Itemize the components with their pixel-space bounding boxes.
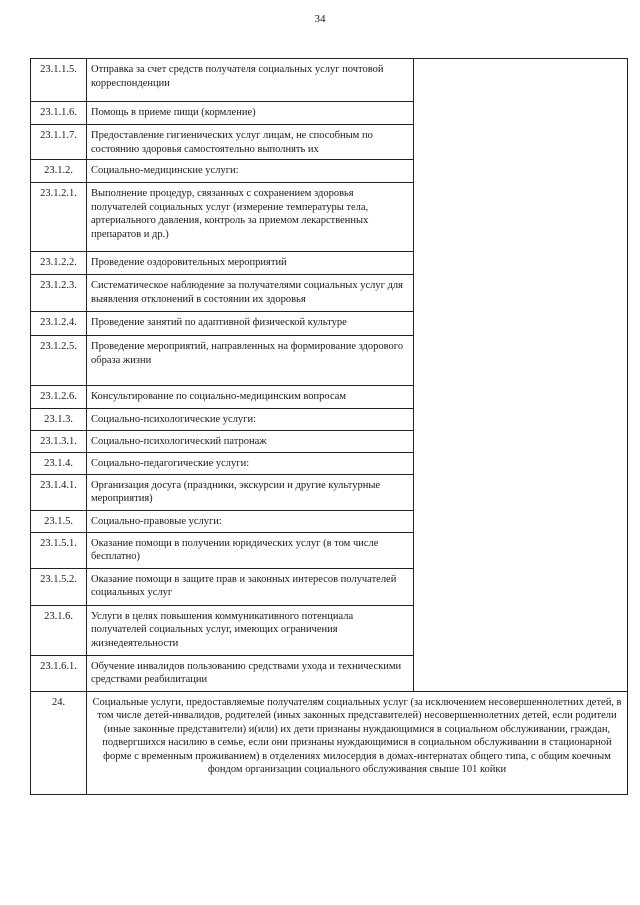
item-description: Социально-психологический патронаж xyxy=(87,430,414,452)
table-row xyxy=(31,59,628,102)
item-number: 23.1.1.5. xyxy=(31,59,87,102)
section-heading: Социально-педагогические услуги: xyxy=(87,452,414,474)
item-number: 23.1.5.1. xyxy=(31,532,87,568)
item-number: 23.1.2.2. xyxy=(31,252,87,275)
item-number: 23.1.6.1. xyxy=(31,655,87,691)
section-number: 23.1.5. xyxy=(31,510,87,532)
item-number: 23.1.2.6. xyxy=(31,386,87,409)
item-description: Обучение инвалидов пользованию средствами ухода и техническими средствами реабилитации xyxy=(87,655,414,691)
section-number: 23.1.4. xyxy=(31,452,87,474)
section-24-row xyxy=(31,691,628,794)
section-24-text: Социальные услуги, предоставляемые получателям социальных услуг (за исключением несовершеннолетних детей, в том числе детей-инвалидов, родителей (иных законных представителей) несовершеннолетних детей, если родители (иные законные представители) и(или) их дети признаны нуждающимися в социальном обслуживании, граждан, подвергшихся насилию в семье, если они признаны нуждающимися в социальном обслуживании в стационарной форме с временным проживанием) в отделениях милосердия в домах-интернатах общего типа, с общим коечным фондом организации социального обслуживания свыше 101 койки xyxy=(87,691,628,794)
section-24-number: 24. xyxy=(31,691,87,794)
item-number: 23.1.4.1. xyxy=(31,474,87,510)
section-heading: Социально-психологические услуги: xyxy=(87,409,414,431)
item-number: 23.1.3.1. xyxy=(31,430,87,452)
item-number: 23.1.1.7. xyxy=(31,125,87,160)
section-number: 23.1.6. xyxy=(31,605,87,655)
item-number: 23.1.5.2. xyxy=(31,568,87,605)
section-number: 23.1.2. xyxy=(31,160,87,183)
item-description: Проведение мероприятий, направленных на формирование здорового образа жизни xyxy=(87,336,414,386)
section-heading: Социально-правовые услуги: xyxy=(87,510,414,532)
item-description: Организация досуга (праздники, экскурсии и другие культурные мероприятия) xyxy=(87,474,414,510)
item-description: Помощь в приеме пищи (кормление) xyxy=(87,102,414,125)
services-table xyxy=(30,58,628,795)
item-description: Консультирование по социально-медицинским вопросам xyxy=(87,386,414,409)
item-description: Предоставление гигиенических услуг лицам, не способным по состоянию здоровья самостоятельно выполнять их xyxy=(87,125,414,160)
item-description: Проведение оздоровительных мероприятий xyxy=(87,252,414,275)
section-number: 23.1.3. xyxy=(31,409,87,431)
item-number: 23.1.2.3. xyxy=(31,275,87,312)
item-description: Отправка за счет средств получателя социальных услуг почтовой корреспонденции xyxy=(87,59,414,102)
item-description: Оказание помощи в защите прав и законных интересов получателей социальных услуг xyxy=(87,568,414,605)
page-number: 34 xyxy=(314,13,326,25)
item-number: 23.1.2.4. xyxy=(31,312,87,336)
item-description: Оказание помощи в получении юридических услуг (в том числе бесплатно) xyxy=(87,532,414,568)
item-description: Проведение занятий по адаптивной физической культуре xyxy=(87,312,414,336)
section-heading: Услуги в целях повышения коммуникативного потенциала получателей социальных услуг, имеющих ограничения жизнедеятельности xyxy=(87,605,414,655)
section-heading: Социально-медицинские услуги: xyxy=(87,160,414,183)
item-description: Систематическое наблюдение за получателями социальных услуг для выявления отклонений в состоянии их здоровья xyxy=(87,275,414,312)
item-number: 23.1.2.5. xyxy=(31,336,87,386)
item-description: Выполнение процедур, связанных с сохранением здоровья получателей социальных услуг (измерение температуры тела, артериального давления, контроль за приемом лекарственных препаратов и др.) xyxy=(87,183,414,252)
item-number: 23.1.2.1. xyxy=(31,183,87,252)
blank-column xyxy=(414,59,628,692)
item-number: 23.1.1.6. xyxy=(31,102,87,125)
